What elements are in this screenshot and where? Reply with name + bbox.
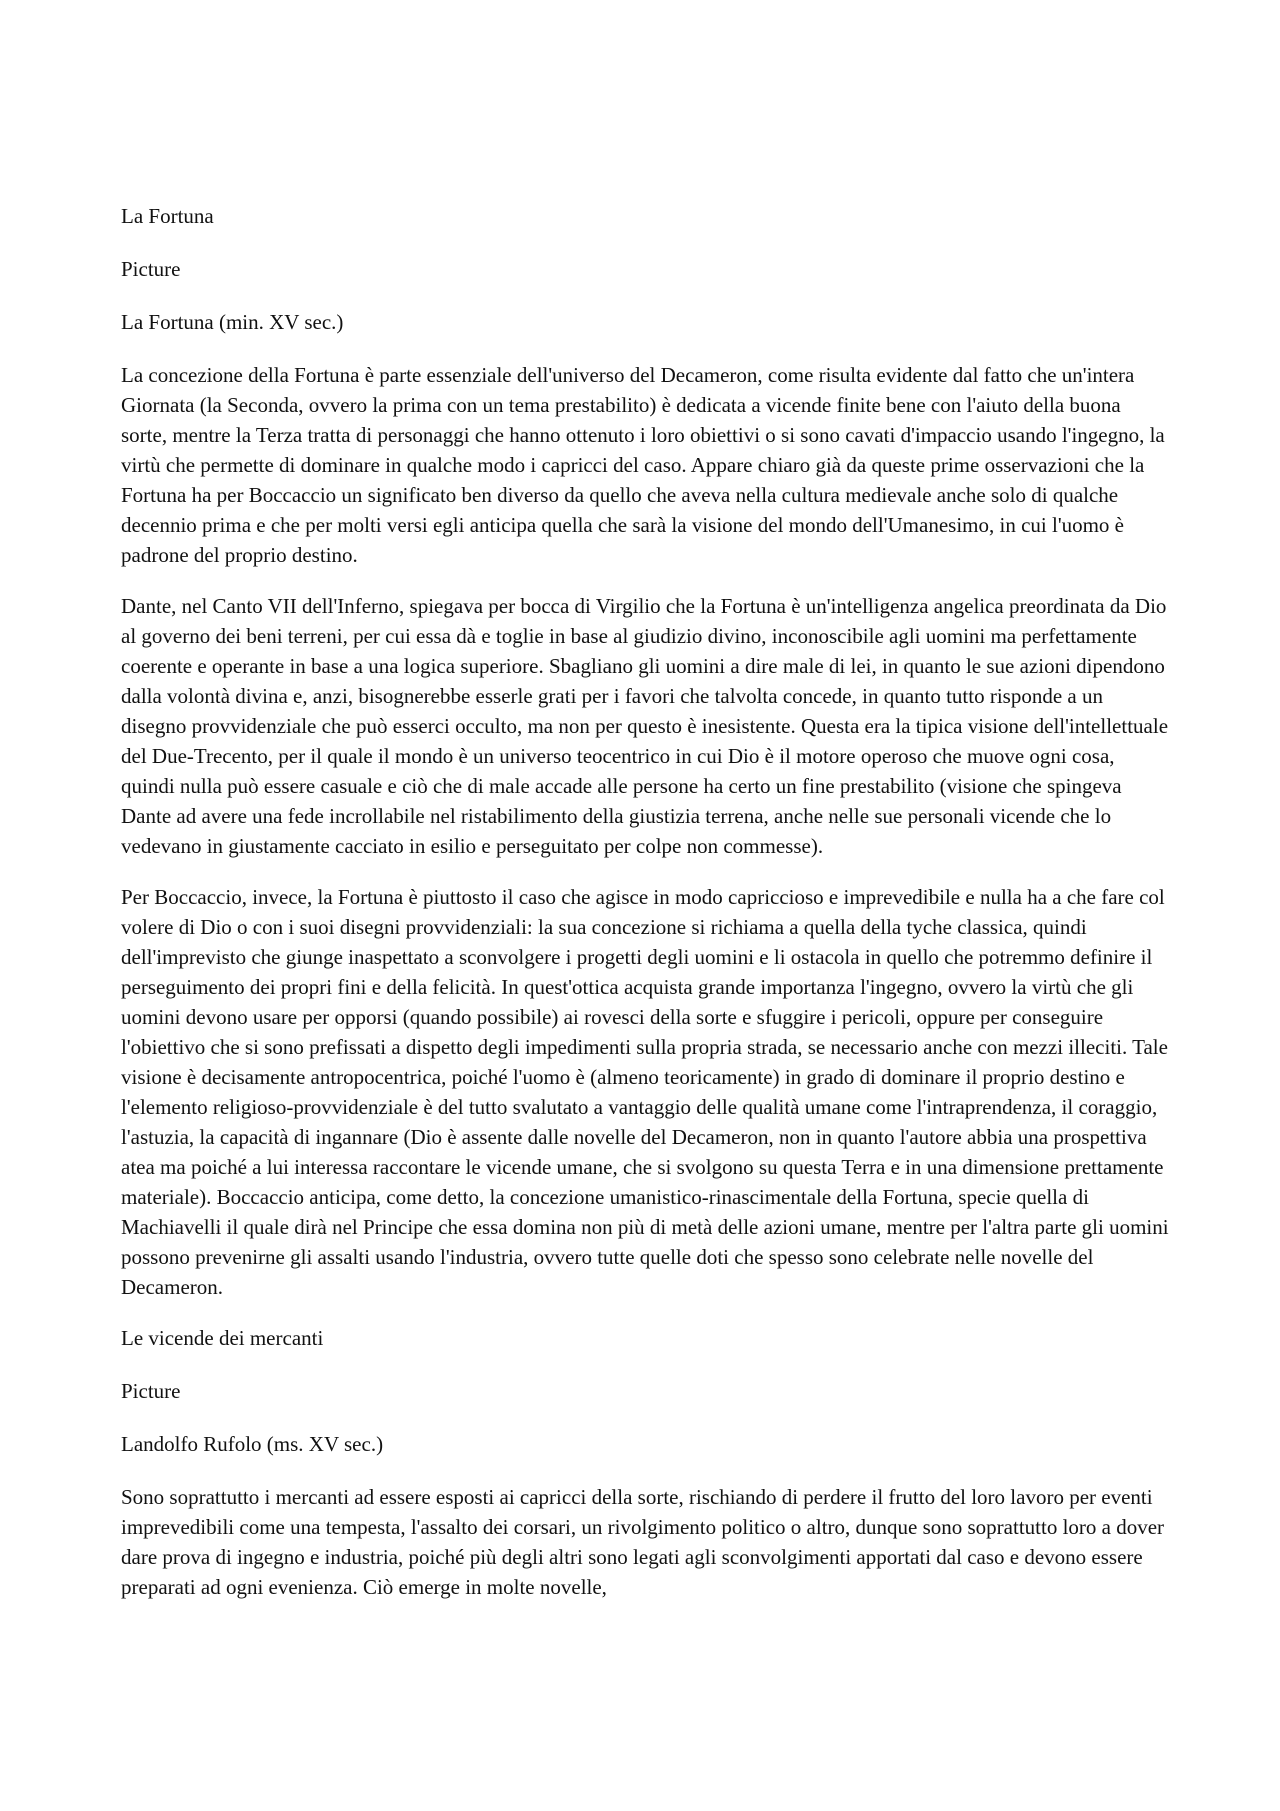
document-page <box>121 201 1171 1623</box>
section-heading-vicende-mercanti: Le vicende dei mercanti <box>121 1326 324 1350</box>
paragraph-4: Sono soprattutto i mercanti ad essere esposti ai capricci della sorte, rischiando di perdere il frutto del loro lavoro per eventi imprevedibili come una tempesta, l'assalto dei corsari, un rivolgimento politico o altro, dunque sono soprattutto loro a dover dare prova di ingegno e industria, poiché più degli altri sono legati agli sconvolgimenti apportati dal caso e devono essere preparati ad ogni evenienza. Ciò emerge in molte novelle, <box>121 1485 1165 1599</box>
picture-caption-2: Landolfo Rufolo (ms. XV sec.) <box>121 1432 384 1456</box>
picture-placeholder-2: Picture <box>121 1379 181 1403</box>
paragraph-3: Per Boccaccio, invece, la Fortuna è piuttosto il caso che agisce in modo capriccioso e imprevedibile e nulla ha a che fare col volere di Dio o con i suoi disegni provvidenziali: la sua concezione si richiama a quella della tyche classica, quindi dell'imprevisto che giunge inaspettato a sconvolgere i progetti degli uomini e li ostacola in quello che potremmo definire il perseguimento dei propri fini e della felicità. In quest'ottica acquista grande importanza l'ingegno, ovvero la virtù che gli uomini devono usare per opporsi (quando possibile) ai rovesci della sorte e sfuggire i pericoli, oppure per conseguire l'obiettivo che si sono prefissati a dispetto degli impedimenti sulla propria strada, se necessario anche con mezzi illeciti. Tale visione è decisamente antropocentrica, poiché l'uomo è (almeno teoricamente) in grado di dominare il proprio destino e l'elemento religioso-provvidenziale è del tutto svalutato a vantaggio delle qualità umane come l'intraprendenza, il coraggio, l'astuzia, la capacità di ingannare (Dio è assente dalle novelle del Decameron, non in quanto l'autore abbia una prospettiva atea ma poiché a lui interessa raccontare le vicende umane, che si svolgono su questa Terra e in una dimensione prettamente materiale). Boccaccio anticipa, come detto, la concezione umanistico-rinascimentale della Fortuna, specie quella di Machiavelli il quale dirà nel Principe che essa domina non più di metà delle azioni umane, mentre per l'altra parte gli uomini possono prevenirne gli assalti usando l'industria, ovvero tutte quelle doti che spesso sono celebrate nelle novelle del Decameron. <box>121 885 1169 1299</box>
paragraph-1: La concezione della Fortuna è parte essenziale dell'universo del Decameron, come risulta evidente dal fatto che un'intera Giornata (la Seconda, ovvero la prima con un tema prestabilito) è dedicata a vicende finite bene con l'aiuto della buona sorte, mentre la Terza tratta di personaggi che hanno ottenuto i loro obiettivi o si sono cavati d'impaccio usando l'ingegno, la virtù che permette di dominare in qualche modo i capricci del caso. Appare chiaro già da queste prime osservazioni che la Fortuna ha per Boccaccio un significato ben diverso da quello che aveva nella cultura medievale anche solo di qualche decennio prima e che per molti versi egli anticipa quella che sarà la visione del mondo dell'Umanesimo, in cui l'uomo è padrone del proprio destino. <box>121 363 1165 567</box>
picture-placeholder-1: Picture <box>121 257 181 281</box>
picture-caption-1: La Fortuna (min. XV sec.) <box>121 310 344 334</box>
section-heading-la-fortuna: La Fortuna <box>121 204 214 228</box>
paragraph-2: Dante, nel Canto VII dell'Inferno, spiegava per bocca di Virgilio che la Fortuna è un'intelligenza angelica preordinata da Dio al governo dei beni terreni, per cui essa dà e toglie in base al giudizio divino, inconoscibile agli uomini ma perfettamente coerente e operante in base a una logica superiore. Sbagliano gli uomini a dire male di lei, in quanto le sue azioni dipendono dalla volontà divina e, anzi, bisognerebbe esserle grati per i favori che talvolta concede, in quanto tutto risponde a un disegno provvidenziale che può esserci occulto, ma non per questo è inesistente. Questa era la tipica visione dell'intellettuale del Due-Trecento, per il quale il mondo è un universo teocentrico in cui Dio è il motore operoso che muove ogni cosa, quindi nulla può essere casuale e ciò che di male accade alle persone ha certo un fine prestabilito (visione che spingeva Dante ad avere una fede incrollabile nel ristabilimento della giustizia terrena, anche nelle sue personali vicende che lo vedevano in giustamente cacciato in esilio e perseguitato per colpe non commesse). <box>121 594 1169 858</box>
